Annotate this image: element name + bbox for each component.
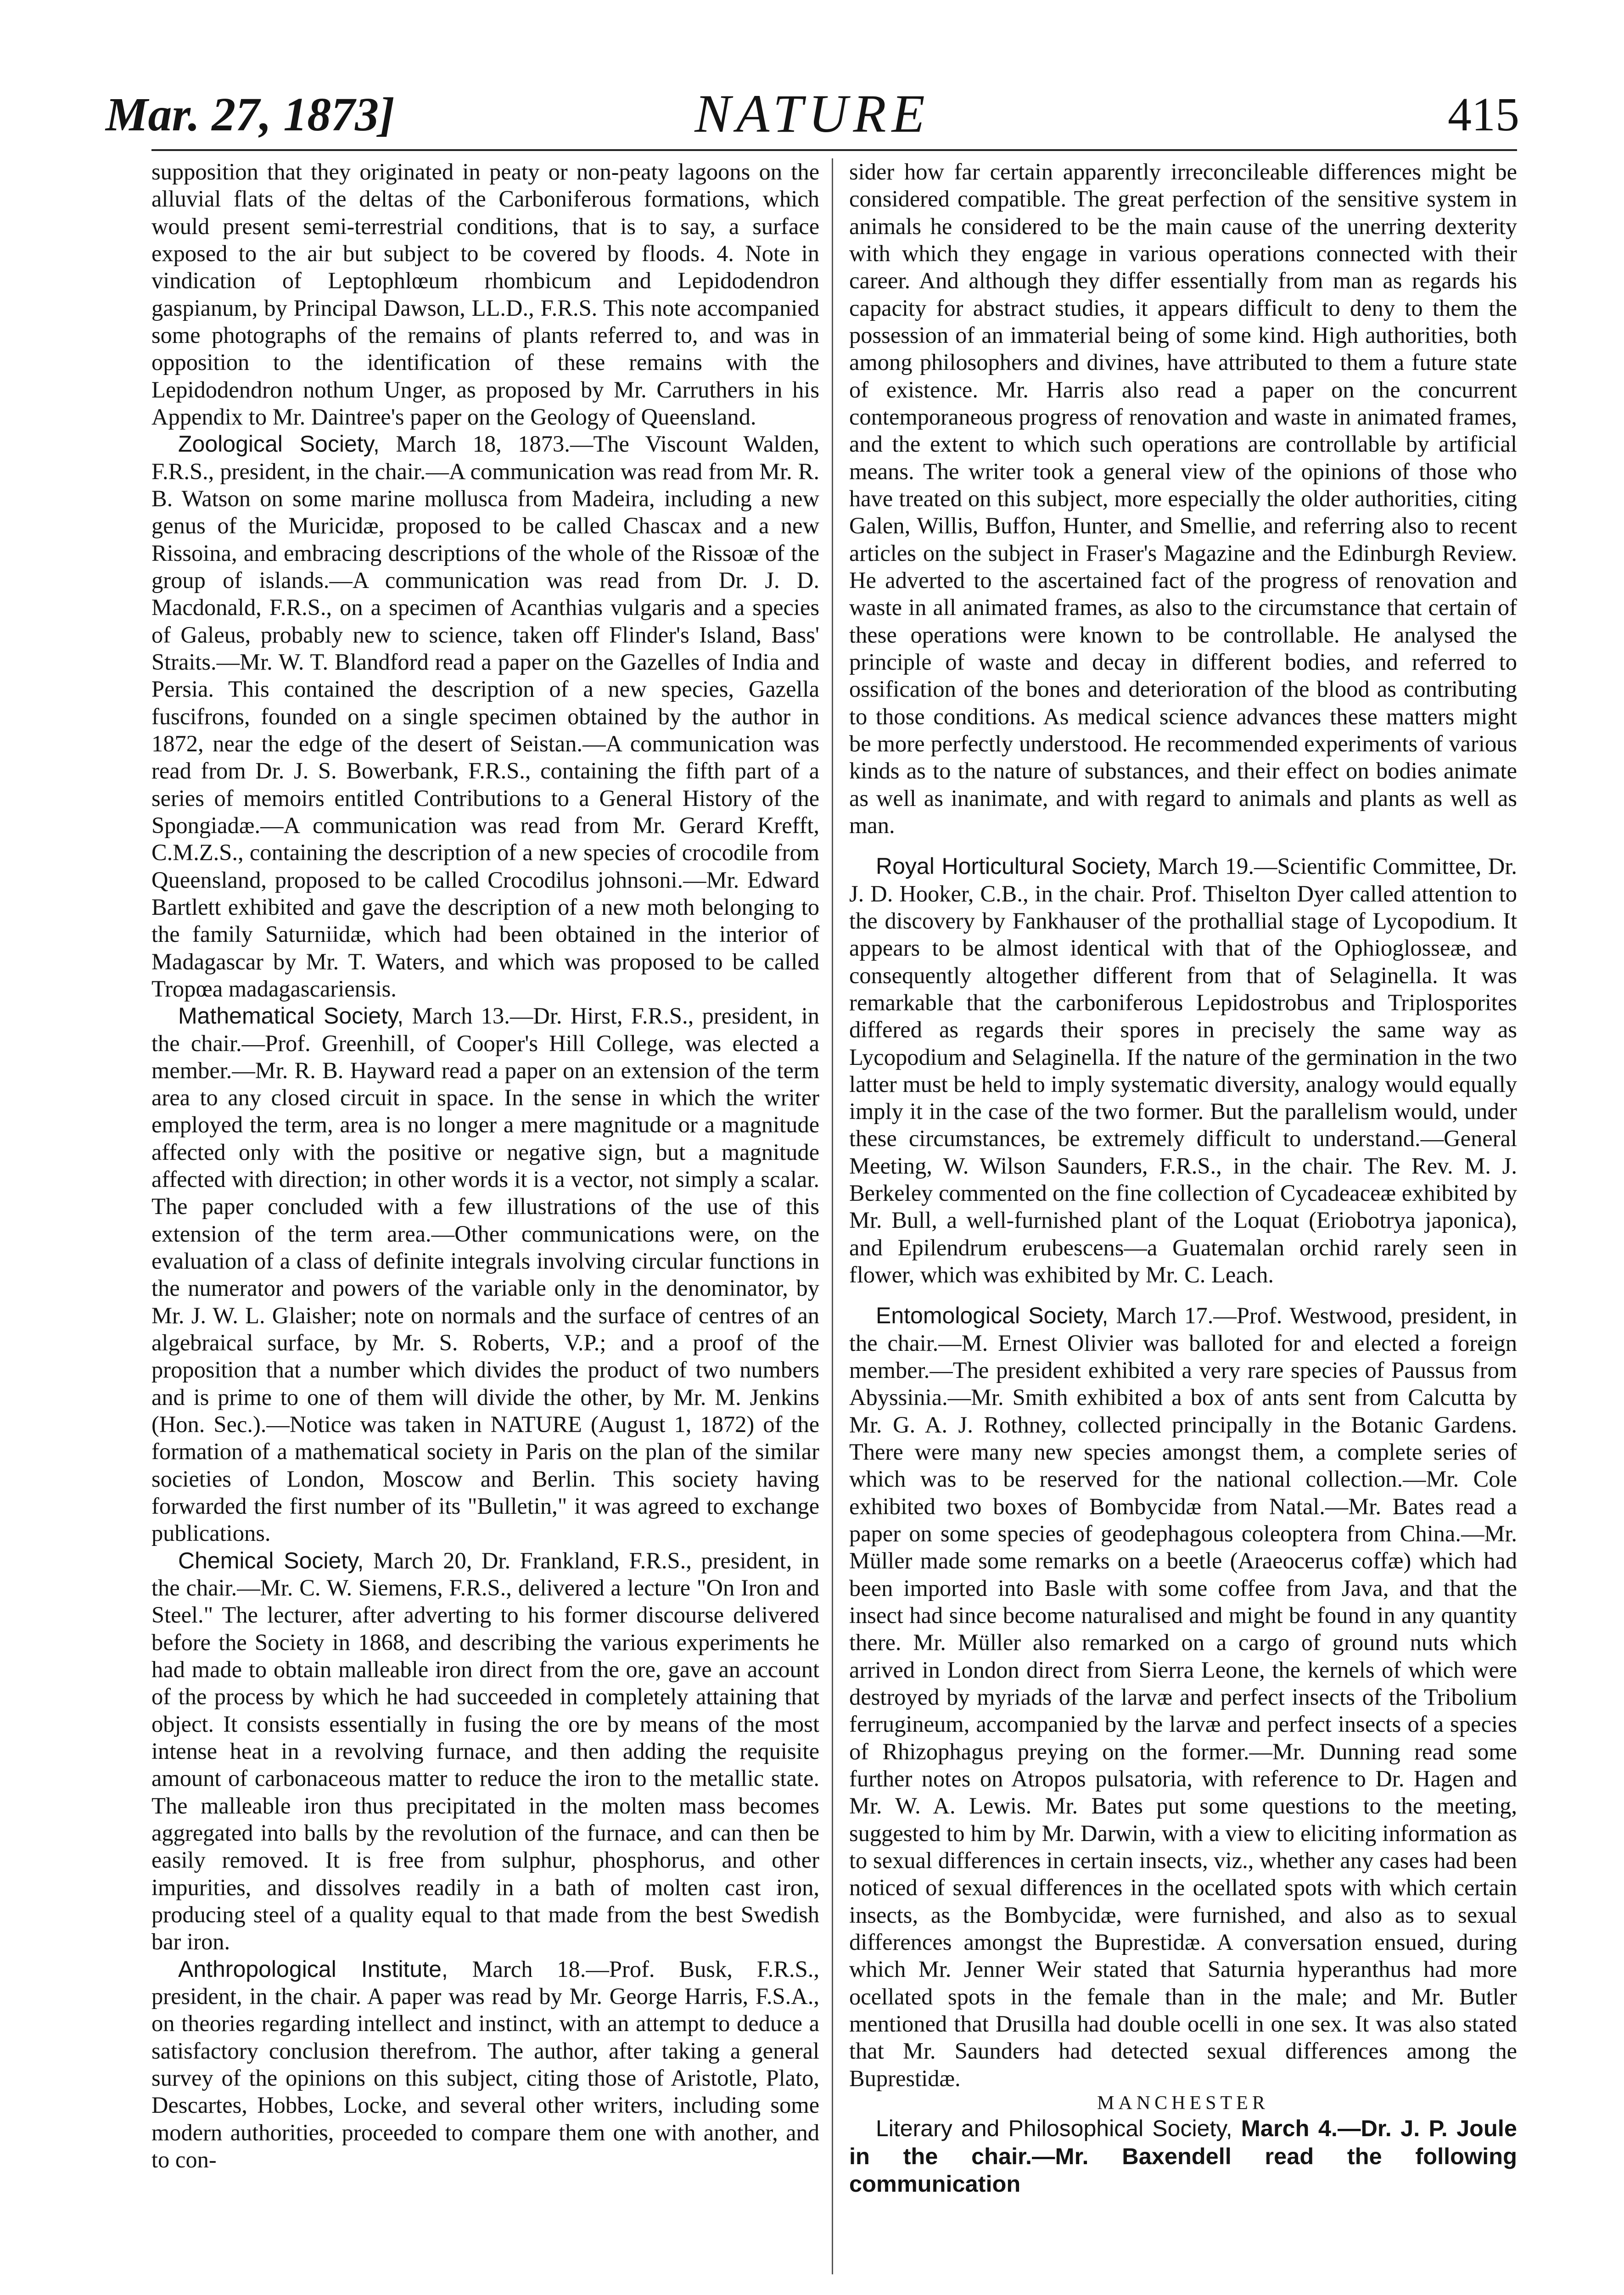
society-name: Royal Horticultural Society, — [876, 853, 1152, 879]
paragraph-gap — [849, 1288, 1517, 1302]
royal-horticultural-society-paragraph — [849, 853, 1517, 1288]
zoological-society-paragraph — [151, 431, 819, 1002]
society-name: Anthropological Institute, — [178, 1956, 448, 1982]
society-name: Entomological Society, — [876, 1303, 1109, 1329]
paragraph-text: March 17.—Prof. Westwood, president, in the chair.—M. Ernest Olivier was balloted for and elected a foreign member.—The president exhibited a very rare species of Paussus from Abyssinia.—Mr. Smith exhibited a box of ants sent from Calcutta by Mr. G. A. J. Rothney, collected principally in the Botanic Gardens. There were many new species amongst them, a complete series of which was to be reserved for the national collection.—Mr. Cole exhibited two boxes of Bombycidæ from Natal.—Mr. Bates read a paper on some species of geodephagous coleoptera from China.—Mr. Müller made some remarks on a beetle (Araeocerus coffæ) which had been imported into Basle with some coffee from Java, and that the insect had since become naturalised and might be found in any quantity there. Mr. Müller also remarked on a cargo of ground nuts which arrived in London direct from Sierra Leone, the kernels of which were destroyed by myriads of the larvæ and perfect insects of the Tribolium ferrugineum, accompanied by the larvæ and perfect insects of a species of Rhizophagus preying on the former.—Mr. Dunning read some further notes on Atropos pulsatoria, with reference to Dr. Hagen and Mr. W. A. Lewis. Mr. Bates put some questions to the meeting, suggested to him by Mr. Darwin, with a view to eliciting information as to sexual differences in certain insects, viz., whether any cases had been noticed of sexual differences in the ocellated spots with which certain insects, as the Bombycidæ, were furnished, and also as to sexual differences amongst the Buprestidæ. A conversation ensued, during which Mr. Jenner Weir stated that Saturnia hyperanthus had more ocellated spots in the female than in the male; and Mr. Butler mentioned that Drusilla had double ocelli in one sex. It was also stated that Mr. Saunders had detected sexual differences among the Buprestidæ. — [849, 1303, 1517, 2091]
society-name: Literary and Philosophical Society, — [876, 2116, 1232, 2142]
anthropological-continuation-paragraph — [849, 158, 1517, 839]
chemical-society-paragraph — [151, 1547, 819, 1956]
header-rule — [151, 149, 1517, 151]
right-column — [849, 158, 1517, 2198]
page-number: 415 — [1448, 88, 1519, 141]
society-name: Chemical Society, — [178, 1547, 364, 1573]
paragraph-text: supposition that they originated in peaty or non-peaty lagoons on the alluvial flats of the deltas of the Carboniferous formations, which would present semi-terrestrial conditions, that is to say, a surface exposed to the air but subject to be covered by floods. 4. Note in vindication of Leptophlœum rhombicum and Lepidodendron gaspianum, by Principal Dawson, LL.D., F.R.S. This note accompanied some photographs of the remains of plants referred to, and was in opposition to the identification of these remains with the Lepidodendron nothum Unger, as proposed by Mr. Carruthers in his Appendix to Mr. Daintree's paper on the Geology of Queensland. — [151, 159, 819, 430]
paragraph-text: March 19.—Scientific Committee, Dr. J. D. Hooker, C.B., in the chair. Prof. Thiselton Dyer called attention to the discovery by Fankhauser of the prothallial stage of Lycopodium. It appears to be almost identical with that of the Ophioglosseæ, and consequently altogether different from that of Selaginella. It was remarkable that the carboniferous Lepidostrobus and Triplosporites differed as regards their spores in precisely the same way as Lycopodium and Selaginella. If the nature of the germination in the two latter must be held to imply systematic diversity, analogy would equally imply it in the case of the two former. But the parallelism would, under these circumstances, be extremely difficult to understand.—General Meeting, W. Wilson Saunders, F.R.S., in the chair. The Rev. M. J. Berkeley commented on the fine collection of Cycadeaceæ exhibited by Mr. Bull, a well-furnished plant of the Loquat (Eriobotrya japonica), and Epilendrum erubescens—a Guatemalan orchid rarely seen in flower, which was exhibited by Mr. C. Leach. — [849, 853, 1517, 1288]
society-name: Zoological Society, — [178, 431, 380, 457]
paragraph-text: March 18.—Prof. Busk, F.R.S., president, in the chair. A paper was read by Mr. George Harris, F.S.A., on theories regarding intellect and instinct, with an attempt to deduce a satisfactory conclusion therefrom. The author, after taking a general survey of the opinions on this subject, citing those of Aristotle, Plato, Descartes, Hobbes, Locke, and several other writers, including some modern authorities, proceeded to compare them one with another, and to con- — [151, 1956, 819, 2172]
paragraph-text: sider how far certain apparently irreconcileable differences might be considered compatible. The great perfection of the sensitive system in animals he considered to be the main cause of the unerring dexterity with which they engage in various operations connected with their career. And although they differ essentially from man as regards his capacity for abstract studies, it appears difficult to deny to them the possession of an immaterial being of some kind. High authorities, both among philosophers and divines, have attributed to them a future state of existence. Mr. Harris also read a paper on the concurrent contemporaneous progress of renovation and waste in animated frames, and the extent to which such operations are controllable by artificial means. The writer took a general view of the opinions of those who have treated on this subject, more especially the older authorities, citing Galen, Willis, Buffon, Hunter, and Smellie, and referring also to recent articles on the subject in Fraser's Magazine and the Edinburgh Review. He adverted to the ascertained fact of the progress of renovation and waste in all animated frames, as also to the circumstance that certain of these operations were known to be controllable. He analysed the principle of waste and decay in different bodies, and referred to ossification of the bones and deterioration of the blood as contributing to those conditions. As medical science advances these matters might be more perfectly understood. He recommended experiments of various kinds as to the nature of substances, and their effect on bodies animate as well as inanimate, and with regard to animals and plants as well as man. — [849, 159, 1517, 838]
paragraph-text: March 20, Dr. Frankland, F.R.S., president, in the chair.—Mr. C. W. Siemens, F.R.S., delivered a lecture "On Iron and Steel." The lecturer, after adverting to his former discourse delivered before the Society in 1868, and describing the various experiments he had made to obtain malleable iron direct from the ore, gave an account of the process by which he had succeeded in completely attaining that object. It consists essentially in fusing the ore by means of the most intense heat in a revolving furnace, and then adding the requisite amount of carbonaceous matter to reduce the iron to the metallic state. The malleable iron thus precipitated in the molten mass becomes aggregated into balls by the revolution of the furnace, and can then be easily removed. It is free from sulphur, phosphorus, and other impurities, and dissolves readily in a bath of molten cast iron, producing steel of a quality equal to that made from the best Swedish bar iron. — [151, 1547, 820, 1955]
society-name: Mathematical Society, — [178, 1003, 404, 1029]
column-divider — [832, 158, 833, 2274]
paragraph-gap — [849, 839, 1517, 853]
entomological-society-paragraph — [849, 1302, 1517, 2092]
left-column — [151, 158, 819, 2173]
mathematical-society-paragraph — [151, 1002, 819, 1547]
journal-title: NATURE — [694, 84, 930, 144]
carboniferous-paragraph — [151, 158, 819, 431]
page-header — [106, 69, 1519, 156]
anthropological-institute-paragraph — [151, 1956, 819, 2174]
paragraph-text: March 13.—Dr. Hirst, F.R.S., president, in the chair.—Prof. Greenhill, of Cooper's Hill College, was elected a member.—Mr. R. B. Hayward read a paper on an extension of the term area to any closed circuit in space. In the sense in which the writer employed the term, area is no longer a mere magnitude or a magnitude affected only with the positive or negative sign, but a magnitude affected with direction; in other words it is a vector, not simply a scalar. The paper concluded with a few illustrations of the use of this extension of the term area.—Other communications were, on the evaluation of a class of definite integrals involving circular functions in the numerator and powers of the variable only in the denominator, by Mr. J. W. L. Glaisher; note on normals and the surface of centres of an algebraical surface, by Mr. S. Roberts, V.P.; and a proof of the proposition that a number which divides the product of two numbers and is prime to one of them will divide the other, by Mr. M. Jenkins (Hon. Sec.).—Notice was taken in NATURE (August 1, 1872) of the formation of a mathematical society in Paris on the plan of the similar societies of London, Moscow and Berlin. This society having forwarded the first number of its "Bulletin," it was agreed to exchange publications. — [151, 1003, 819, 1546]
section-heading-manchester: MANCHESTER — [1097, 2092, 1269, 2114]
issue-date: Mar. 27, 1873] — [106, 88, 395, 141]
paragraph-text: March 18, 1873.—The Viscount Walden, F.R.S., president, in the chair.—A communication was read from Mr. R. B. Watson on some marine mollusca from Madeira, including a new genus of the Muricidæ, proposed to be called Chascax and a new Rissoina, and embracing descriptions of the whole of the Rissoæ of the group of islands.—A communication was read from Dr. J. D. Macdonald, F.R.S., on a specimen of Acanthias vulgaris and a species of Galeus, probably new to science, taken off Flinder's Island, Bass' Straits.—Mr. W. T. Blandford read a paper on the Gazelles of India and Persia. This contained the description of a new species, Gazella fuscifrons, founded on a single specimen obtained by the author in 1872, near the edge of the desert of Seistan.—A communication was read from Dr. J. S. Bowerbank, F.R.S., containing the fifth part of a series of memoirs entitled Contributions to a General History of the Spongiadæ.—A communication was read from Mr. Gerard Krefft, C.M.Z.S., containing the description of a new species of crocodile from Queensland, proposed to be called Crocodilus johnsoni.—Mr. Edward Bartlett exhibited and gave the description of a new moth belonging to the family Saturniidæ, which had been obtained in the interior of Madagascar by Mr. T. Waters, and which was proposed to be called Tropœa madagascariensis. — [151, 431, 819, 1002]
paragraph-text: March 4.—Dr. J. P. Joule in the chair.—Mr. Baxendell read the following communication — [849, 2115, 1517, 2197]
literary-philosophical-society-paragraph — [849, 2115, 1517, 2198]
